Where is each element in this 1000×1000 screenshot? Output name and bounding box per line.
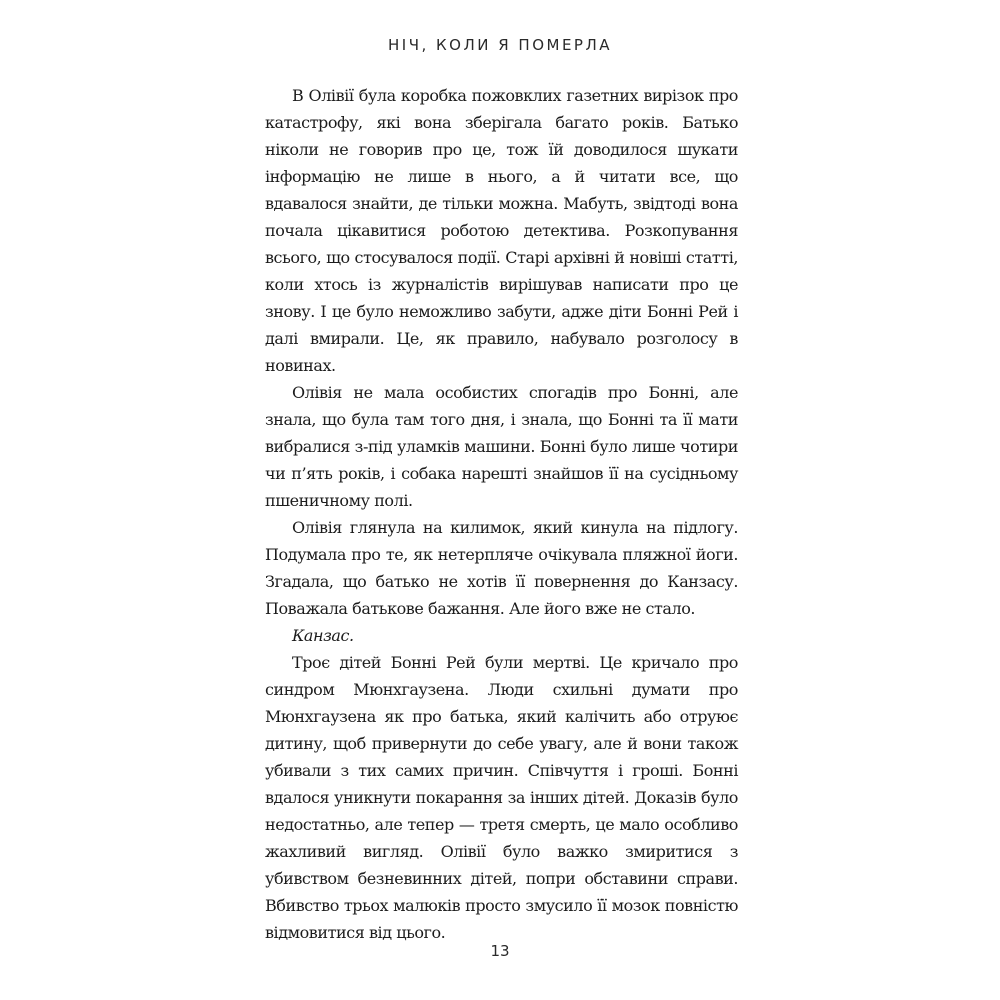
body-text xyxy=(265,82,738,946)
paragraph-3: Олівія глянула на килимок, який кинула на підлогу. Подумала про те, як нетерпляче очікувала пляжної йоги. Згадала, що батько не хотів її повернення до Канзасу. Поважала батькове бажання. Але його вже не стало. xyxy=(265,518,738,618)
paragraph-1: В Олівії була коробка пожовклих газетних вирізок про катастрофу, які вона зберігала багато років. Батько ніколи не говорив про це, тож їй доводилося шукати інформацію не лише в нього, а й читати все, що вдавалося знайти, де тільки можна. Мабуть, звідтоді вона почала цікавитися роботою детектива. Розкопування всього, що стосувалося події. Старі архівні й новіші статті, коли хтось із журналістів вирішував написати про це знову. І це було неможливо забути, адже діти Бонні Рей і далі вмирали. Це, як правило, набувало розголосу в новинах. xyxy=(265,86,738,375)
paragraph-5: Троє дітей Бонні Рей були мертві. Це кричало про синдром Мюнхгаузена. Люди схильні думати про Мюнхгаузена як про батька, який калічить або отруює дитину, щоб привернути до себе увагу, але й вони також убивали з тих самих причин. Співчуття і гроші. Бонні вдалося уникнути покарання за інших дітей. Доказів було недостатньо, але тепер — третя смерть, це мало особливо жахливий вигляд. Олівії було важко змиритися з убивством безневинних дітей, попри обставини справи. Вбивство трьох малюків просто змусило її мозок повністю відмовитися від цього. xyxy=(265,653,738,942)
running-head-title: НІЧ, КОЛИ Я ПОМЕРЛА xyxy=(387,36,613,54)
paragraph-2: Олівія не мала особистих спогадів про Бонні, але знала, що була там того дня, і знала, що Бонні та її мати вибралися з-під уламків машини. Бонні було лише чотири чи п’ять років, і собака нарешті знайшов її на сусідньому пшеничному полі. xyxy=(265,383,738,510)
paragraph-4-italic: Канзас. xyxy=(292,626,354,645)
page-number: 13 xyxy=(490,942,510,960)
